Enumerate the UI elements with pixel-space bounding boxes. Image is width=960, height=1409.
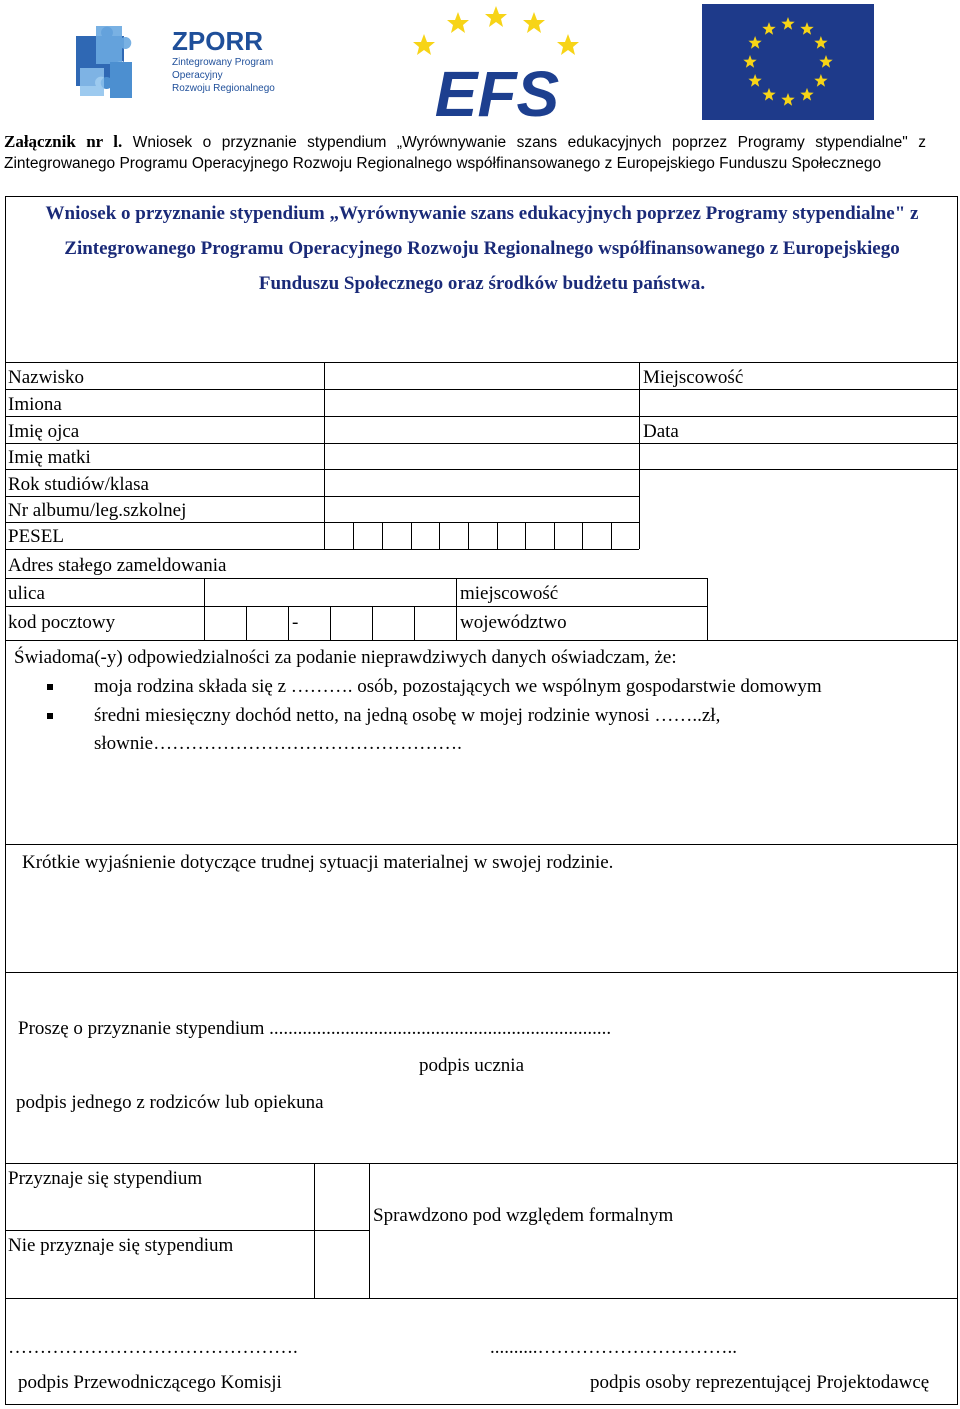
explanation-label: Krótkie wyjaśnienie dotyczące trudnej sytuacji materialnej w swojej rodzinie.: [22, 852, 614, 873]
input-voivodeship[interactable]: [709, 607, 957, 639]
label-surname: Nazwisko: [8, 367, 84, 388]
input-date[interactable]: [641, 444, 957, 468]
eu-star: [800, 88, 813, 101]
input-mother-name[interactable]: [326, 444, 638, 468]
representative-signature-label: podpis osoby reprezentującej Projektodawcę: [590, 1372, 930, 1393]
input-town[interactable]: [709, 579, 957, 605]
label-year-class: Rok studiów/klasa: [8, 474, 149, 495]
zporr-line2: Operacyjny: [172, 70, 223, 81]
eu-star: [781, 17, 794, 30]
zporr-line3: Rozwoju Regionalnego: [172, 83, 275, 94]
input-street[interactable]: [206, 579, 455, 605]
declaration-item-income-words[interactable]: słownie………………………………………….: [94, 733, 462, 754]
label-album-no: Nr albumu/leg.szkolnej: [8, 500, 187, 521]
request-text[interactable]: Proszę o przyznanie stypendium ........................................................................: [18, 1018, 612, 1039]
input-album-no[interactable]: [326, 497, 638, 521]
not-granted-checkbox[interactable]: [316, 1231, 368, 1297]
input-father-name[interactable]: [326, 417, 638, 442]
zporr-line1: Zintegrowany Program: [172, 57, 274, 68]
form-title: [8, 196, 956, 301]
label-place: Miejscowość: [643, 367, 744, 388]
svg-text:EFS: EFS: [434, 58, 560, 122]
label-first-names: Imiona: [8, 394, 62, 415]
label-pesel: PESEL: [8, 526, 64, 547]
declaration-item-income[interactable]: średni miesięczny dochód netto, na jedną osobę w mojej rodzinie wynosi ……..zł,: [94, 705, 721, 726]
eu-stars-icon: [702, 4, 874, 120]
chair-signature-line[interactable]: ……………………………………….: [8, 1337, 298, 1358]
eu-star: [762, 22, 775, 35]
input-postal-code[interactable]: [206, 607, 455, 639]
input-year-class[interactable]: [326, 470, 638, 495]
title-line-1: Wniosek o przyznanie stypendium „Wyrównywanie szans edukacyjnych poprzez Programy stypendialne" z: [45, 203, 919, 224]
formal-check-label: Sprawdzono pod względem formalnym: [373, 1205, 674, 1226]
label-father-name: Imię ojca: [8, 421, 80, 442]
granted-label: Przyznaje się stypendium: [8, 1168, 203, 1189]
attachment-caption: [4, 131, 926, 174]
label-street: ulica: [8, 583, 45, 604]
eu-flag: [702, 4, 874, 120]
attachment-text: Wniosek o przyznanie stypendium „Wyrównywanie szans edukacyjnych poprzez Programy stypendialne" z Zintegrowanego Programu Operacyjnego Rozwoju Regionalnego współfinansowanego z Europejskiego Funduszu Społecznego: [4, 134, 926, 172]
chair-signature-label: podpis Przewodniczącego Komisji: [18, 1372, 282, 1393]
efs-logo: [412, 4, 582, 122]
input-first-names[interactable]: [326, 390, 638, 415]
eu-star: [748, 36, 761, 49]
efs-stars-icon: [412, 4, 582, 122]
label-date: Data: [643, 421, 679, 442]
postal-code-dash: -: [292, 612, 299, 633]
input-place[interactable]: [641, 390, 957, 415]
label-town: miejscowość: [460, 583, 559, 604]
zporr-name: ZPORR: [172, 26, 263, 56]
zporr-logo: [72, 22, 275, 104]
eu-star: [762, 88, 775, 101]
explanation-input[interactable]: [7, 880, 956, 970]
parent-signature-label: podpis jednego z rodziców lub opiekuna: [16, 1092, 324, 1113]
declaration-intro: Świadoma(-y) odpowiedzialności za podanie nieprawdziwych danych oświadczam, że:: [14, 647, 677, 668]
eu-star: [814, 36, 827, 49]
bullet-icon: [47, 684, 53, 690]
eu-star: [819, 55, 832, 68]
label-postal-code: kod pocztowy: [8, 612, 116, 633]
bullet-icon: [47, 713, 53, 719]
eu-star: [814, 74, 827, 87]
granted-checkbox[interactable]: [316, 1164, 368, 1229]
not-granted-label: Nie przyznaje się stypendium: [8, 1235, 234, 1256]
label-mother-name: Imię matki: [8, 447, 91, 468]
representative-signature-line[interactable]: ..........…………………………..: [490, 1337, 737, 1358]
eu-star: [781, 93, 794, 106]
eu-star: [800, 22, 813, 35]
label-address-heading: Adres stałego zameldowania: [8, 555, 227, 576]
declaration-item-family[interactable]: moja rodzina składa się z ………. osób, pozostających we wspólnym gospodarstwie domowym: [94, 676, 822, 697]
title-line-3: Funduszu Społecznego oraz środków budżetu państwa.: [258, 273, 706, 294]
label-voivodeship: województwo: [460, 612, 567, 633]
attachment-label: Załącznik nr l.: [4, 132, 123, 151]
student-signature-label: podpis ucznia: [419, 1055, 525, 1076]
input-surname[interactable]: [326, 363, 638, 388]
title-line-2: Zintegrowanego Programu Operacyjnego Rozwoju Regionalnego współfinansowanego z Europejskiego: [64, 238, 900, 259]
eu-star: [743, 55, 756, 68]
input-pesel[interactable]: [326, 523, 638, 548]
eu-star: [748, 74, 761, 87]
